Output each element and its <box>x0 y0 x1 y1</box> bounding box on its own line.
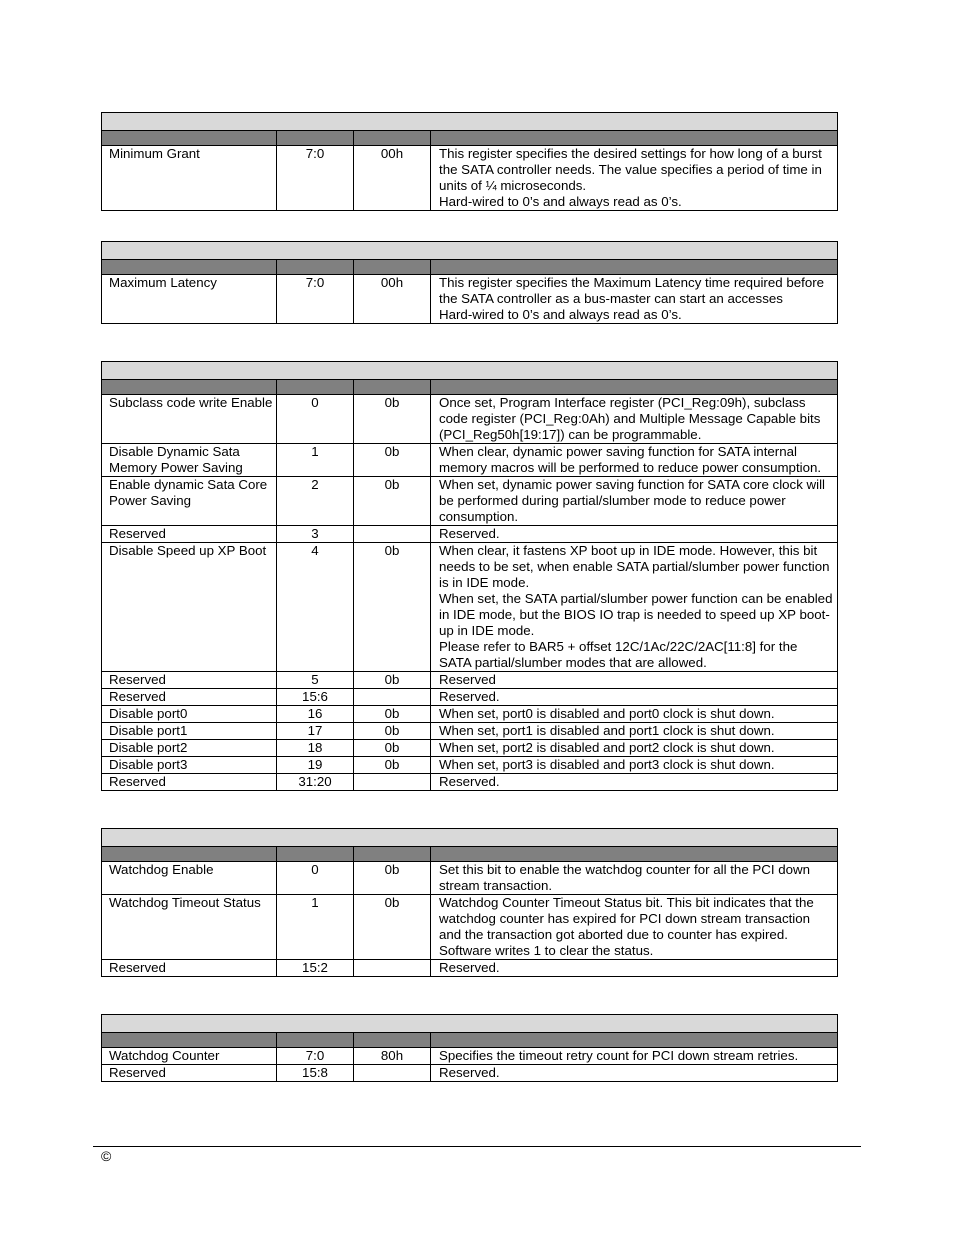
field-name: Subclass code write Enable <box>102 395 277 444</box>
bits: 7:0 <box>277 1048 354 1065</box>
table-row <box>102 960 838 977</box>
description <box>431 895 838 960</box>
header-default <box>354 380 431 395</box>
description <box>431 740 838 757</box>
register-title-cell <box>102 113 838 131</box>
description-line: When clear, dynamic power saving function for SATA internal memory macros will be performed to reduce power consumption. <box>439 444 822 475</box>
description <box>431 960 838 977</box>
bits: 7:0 <box>277 275 354 324</box>
description-line: Specifies the timeout retry count for PCI down stream retries. <box>439 1048 799 1063</box>
default-value: 0b <box>354 444 431 477</box>
field-name: Watchdog Enable <box>102 862 277 895</box>
field-name: Reserved <box>102 672 277 689</box>
description-line: When set, dynamic power saving function for SATA core clock will be performed during partial/slumber mode to reduce power consumption. <box>439 477 826 524</box>
min-grant-table <box>101 112 838 211</box>
description-line: Software writes 1 to clear the status. <box>439 943 654 958</box>
column-header-row <box>102 380 838 395</box>
field-name: Disable Dynamic Sata Memory Power Saving <box>102 444 277 477</box>
default-value: 0b <box>354 706 431 723</box>
default-value: 80h <box>354 1048 431 1065</box>
field-name: Disable Speed up XP Boot <box>102 543 277 672</box>
description <box>431 706 838 723</box>
description <box>431 395 838 444</box>
register-title-cell <box>102 1015 838 1033</box>
column-header-row <box>102 260 838 275</box>
table-row <box>102 1048 838 1065</box>
header-default <box>354 1033 431 1048</box>
bits: 4 <box>277 543 354 672</box>
default-value: 0b <box>354 477 431 526</box>
field-name: Reserved <box>102 689 277 706</box>
register-title-bar <box>102 113 838 131</box>
register-title-cell <box>102 242 838 260</box>
field-name: Reserved <box>102 526 277 543</box>
sata-control-table <box>101 361 838 791</box>
description <box>431 477 838 526</box>
table-row <box>102 706 838 723</box>
max-latency-table <box>101 241 838 324</box>
default-value: 0b <box>354 895 431 960</box>
bits: 19 <box>277 757 354 774</box>
bits: 1 <box>277 444 354 477</box>
field-name: Minimum Grant <box>102 146 277 211</box>
description <box>431 275 838 324</box>
description <box>431 689 838 706</box>
column-header-row <box>102 1033 838 1048</box>
header-field <box>102 380 277 395</box>
header-bits <box>277 1033 354 1048</box>
description-line: When clear, it fastens XP boot up in IDE mode. However, this bit needs to be set, when enable SATA partial/slumber power function is in IDE mode. <box>439 543 830 590</box>
default-value <box>354 689 431 706</box>
field-name: Reserved <box>102 1065 277 1082</box>
description-line: Reserved. <box>439 774 500 789</box>
description-line: Reserved. <box>439 526 500 541</box>
default-value <box>354 1065 431 1082</box>
bits: 0 <box>277 862 354 895</box>
description-line: Reserved <box>439 672 496 687</box>
table-row <box>102 895 838 960</box>
table-row <box>102 757 838 774</box>
field-name: Reserved <box>102 960 277 977</box>
header-bits <box>277 380 354 395</box>
table-row <box>102 395 838 444</box>
register-title-cell <box>102 362 838 380</box>
register-title-bar <box>102 362 838 380</box>
header-field <box>102 260 277 275</box>
description-line: Set this bit to enable the watchdog counter for all the PCI down stream transaction. <box>439 862 811 893</box>
table-row <box>102 275 838 324</box>
description-line: Hard-wired to 0’s and always read as 0’s. <box>439 194 682 209</box>
field-name: Watchdog Timeout Status <box>102 895 277 960</box>
header-bits <box>277 260 354 275</box>
description <box>431 862 838 895</box>
description <box>431 543 838 672</box>
register-title-bar <box>102 829 838 847</box>
description-line: When set, port0 is disabled and port0 clock is shut down. <box>439 706 775 721</box>
footer-rule <box>93 1146 861 1147</box>
bits: 7:0 <box>277 146 354 211</box>
watchdog-counter-table <box>101 1014 838 1082</box>
header-field <box>102 131 277 146</box>
bits: 17 <box>277 723 354 740</box>
default-value: 0b <box>354 757 431 774</box>
header-bits <box>277 847 354 862</box>
bits: 31:20 <box>277 774 354 791</box>
description <box>431 757 838 774</box>
table-row <box>102 146 838 211</box>
default-value: 0b <box>354 395 431 444</box>
bits: 15:6 <box>277 689 354 706</box>
bits: 1 <box>277 895 354 960</box>
header-field <box>102 1033 277 1048</box>
description-line: This register specifies the desired settings for how long of a burst the SATA controller needs. The value specifies a period of time in units of ¼ microseconds. <box>439 146 822 193</box>
table-row <box>102 477 838 526</box>
table-row <box>102 740 838 757</box>
column-header-row <box>102 847 838 862</box>
field-name: Disable port3 <box>102 757 277 774</box>
bits: 0 <box>277 395 354 444</box>
table-row <box>102 543 838 672</box>
register-title-bar <box>102 1015 838 1033</box>
default-value: 0b <box>354 543 431 672</box>
description-line: This register specifies the Maximum Latency time required before the SATA controller as a bus-master can start an accesses <box>439 275 825 306</box>
description-line: Reserved. <box>439 1065 500 1080</box>
table-row <box>102 672 838 689</box>
description-line: When set, the SATA partial/slumber power function can be enabled in IDE mode, but the BIOS IO trap is needed to speed up XP boot-up in IDE mode. <box>439 591 833 638</box>
field-name: Disable port1 <box>102 723 277 740</box>
header-description <box>431 847 838 862</box>
header-description <box>431 380 838 395</box>
default-value <box>354 960 431 977</box>
footer-copyright: © <box>101 1148 112 1164</box>
field-name: Disable port2 <box>102 740 277 757</box>
description-line: When set, port3 is disabled and port3 clock is shut down. <box>439 757 775 772</box>
header-description <box>431 260 838 275</box>
default-value: 0b <box>354 723 431 740</box>
field-name: Maximum Latency <box>102 275 277 324</box>
header-default <box>354 131 431 146</box>
field-name: Disable port0 <box>102 706 277 723</box>
table-row <box>102 444 838 477</box>
table-row <box>102 526 838 543</box>
column-header-row <box>102 131 838 146</box>
field-name: Enable dynamic Sata Core Power Saving <box>102 477 277 526</box>
description <box>431 146 838 211</box>
default-value: 00h <box>354 275 431 324</box>
header-description <box>431 1033 838 1048</box>
table-row <box>102 862 838 895</box>
bits: 5 <box>277 672 354 689</box>
bits: 15:8 <box>277 1065 354 1082</box>
description-line: When set, port2 is disabled and port2 clock is shut down. <box>439 740 775 755</box>
bits: 18 <box>277 740 354 757</box>
header-description <box>431 131 838 146</box>
description <box>431 672 838 689</box>
register-title-cell <box>102 829 838 847</box>
description <box>431 774 838 791</box>
table-row <box>102 774 838 791</box>
watchdog-control-table <box>101 828 838 977</box>
header-default <box>354 260 431 275</box>
description-line: Watchdog Counter Timeout Status bit. This bit indicates that the watchdog counter has expired for PCI down stream transaction and the transaction got aborted due to counter has expired. <box>439 895 814 942</box>
header-default <box>354 847 431 862</box>
description-line: When set, port1 is disabled and port1 clock is shut down. <box>439 723 775 738</box>
default-value: 0b <box>354 672 431 689</box>
bits: 2 <box>277 477 354 526</box>
bits: 16 <box>277 706 354 723</box>
description <box>431 526 838 543</box>
default-value <box>354 526 431 543</box>
register-title-bar <box>102 242 838 260</box>
bits: 15:2 <box>277 960 354 977</box>
default-value: 00h <box>354 146 431 211</box>
description-line: Once set, Program Interface register (PCI_Reg:09h), subclass code register (PCI_Reg:0Ah) and Multiple Message Capable bits (PCI_Reg50h[19:17]) can be programmable. <box>439 395 821 442</box>
description <box>431 444 838 477</box>
default-value <box>354 774 431 791</box>
description-line: Reserved. <box>439 960 500 975</box>
bits: 3 <box>277 526 354 543</box>
description <box>431 1065 838 1082</box>
field-name: Reserved <box>102 774 277 791</box>
description <box>431 723 838 740</box>
table-row <box>102 723 838 740</box>
description <box>431 1048 838 1065</box>
header-bits <box>277 131 354 146</box>
default-value: 0b <box>354 740 431 757</box>
description-line: Please refer to BAR5 + offset 12C/1Ac/22C/2AC[11:8] for the SATA partial/slumber modes that are allowed. <box>439 639 798 670</box>
table-row <box>102 689 838 706</box>
description-line: Hard-wired to 0’s and always read as 0’s. <box>439 307 682 322</box>
table-row <box>102 1065 838 1082</box>
header-field <box>102 847 277 862</box>
default-value: 0b <box>354 862 431 895</box>
field-name: Watchdog Counter <box>102 1048 277 1065</box>
description-line: Reserved. <box>439 689 500 704</box>
